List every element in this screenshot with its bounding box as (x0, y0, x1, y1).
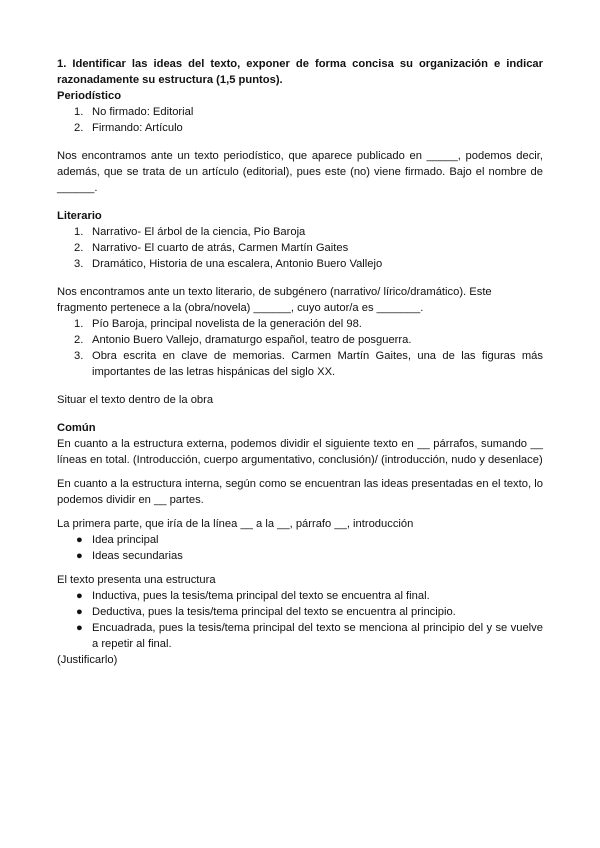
primera-parte-paragraph: La primera parte, que iría de la línea __ a la __, párrafo __, introducción (57, 518, 414, 530)
list-item: 3. Obra escrita en clave de memorias. Carmen Martín Gaites, una de las figuras más importantes de las letras hispánicas del siglo XX. (74, 350, 543, 378)
question-title: 1. Identificar las ideas del texto, exponer de forma concisa su organización e indicar razonadamente su estructura (1,5 puntos). (57, 58, 543, 86)
bullet-icon: ● (76, 590, 83, 602)
document-page (57, 56, 543, 668)
justificarlo-text: (Justificarlo) (57, 654, 118, 666)
externa-paragraph: En cuanto a la estructura externa, podemos dividir el siguiente texto en __ párrafos, sumando __ líneas en total. (Introducción, cuerpo argumentativo, conclusión)/ (introducción, nudo y desenlace) (57, 438, 543, 466)
primera-parte-list (57, 532, 543, 564)
interna-paragraph: En cuanto a la estructura interna, según como se encuentran las ideas presentadas en el texto, lo podemos dividir en __ partes. (57, 478, 543, 506)
situar-text: Situar el texto dentro de la obra (57, 394, 214, 406)
section-heading-periodistico: Periodístico (57, 90, 122, 102)
list-item: 3. Dramático, Historia de una escalera, Antonio Buero Vallejo (74, 258, 383, 270)
list-item: 1. Narrativo- El árbol de la ciencia, Pio Baroja (74, 226, 306, 238)
list-item: 1. No firmado: Editorial (74, 106, 194, 118)
periodistico-paragraph: Nos encontramos ante un texto periodístico, que aparece publicado en _____, podemos decir, además, que se trata de un artículo (editorial), pues este (no) viene firmado. Bajo el nombre de ______. (57, 150, 543, 194)
list-item: 2. Narrativo- El cuarto de atrás, Carmen Martín Gaites (74, 242, 349, 254)
literario-paragraph: Nos encontramos ante un texto literario, de subgénero (narrativo/ lírico/dramático). Este fragmento pertenece a la (obra/novela) ______, cuyo autor/a es _______. (57, 286, 492, 314)
literario-list (57, 224, 543, 272)
periodistico-list (57, 104, 543, 136)
estructura-paragraph: El texto presenta una estructura (57, 574, 216, 586)
bullet-icon: ● (76, 534, 83, 546)
list-item: 2. Firmando: Artículo (74, 122, 183, 134)
bullet-icon: ● (76, 550, 83, 562)
section-heading-literario: Literario (57, 210, 102, 222)
list-item: ● Idea principal (76, 534, 159, 546)
estructura-list (57, 588, 543, 652)
list-item: 1. Pío Baroja, principal novelista de la generación del 98. (74, 318, 362, 330)
authors-list (57, 316, 543, 380)
bullet-icon: ● (76, 622, 83, 634)
section-heading-comun: Común (57, 422, 96, 434)
list-item: 2. Antonio Buero Vallejo, dramaturgo español, teatro de posguerra. (74, 334, 412, 346)
bullet-icon: ● (76, 606, 83, 618)
list-item: ● Deductiva, pues la tesis/tema principal del texto se encuentra al principio. (76, 606, 456, 618)
list-item: ● Inductiva, pues la tesis/tema principal del texto se encuentra al final. (76, 590, 430, 602)
list-item: ● Ideas secundarias (76, 550, 183, 562)
list-item: ● Encuadrada, pues la tesis/tema principal del texto se menciona al principio del y se vuelve a repetir al final. (76, 622, 543, 650)
